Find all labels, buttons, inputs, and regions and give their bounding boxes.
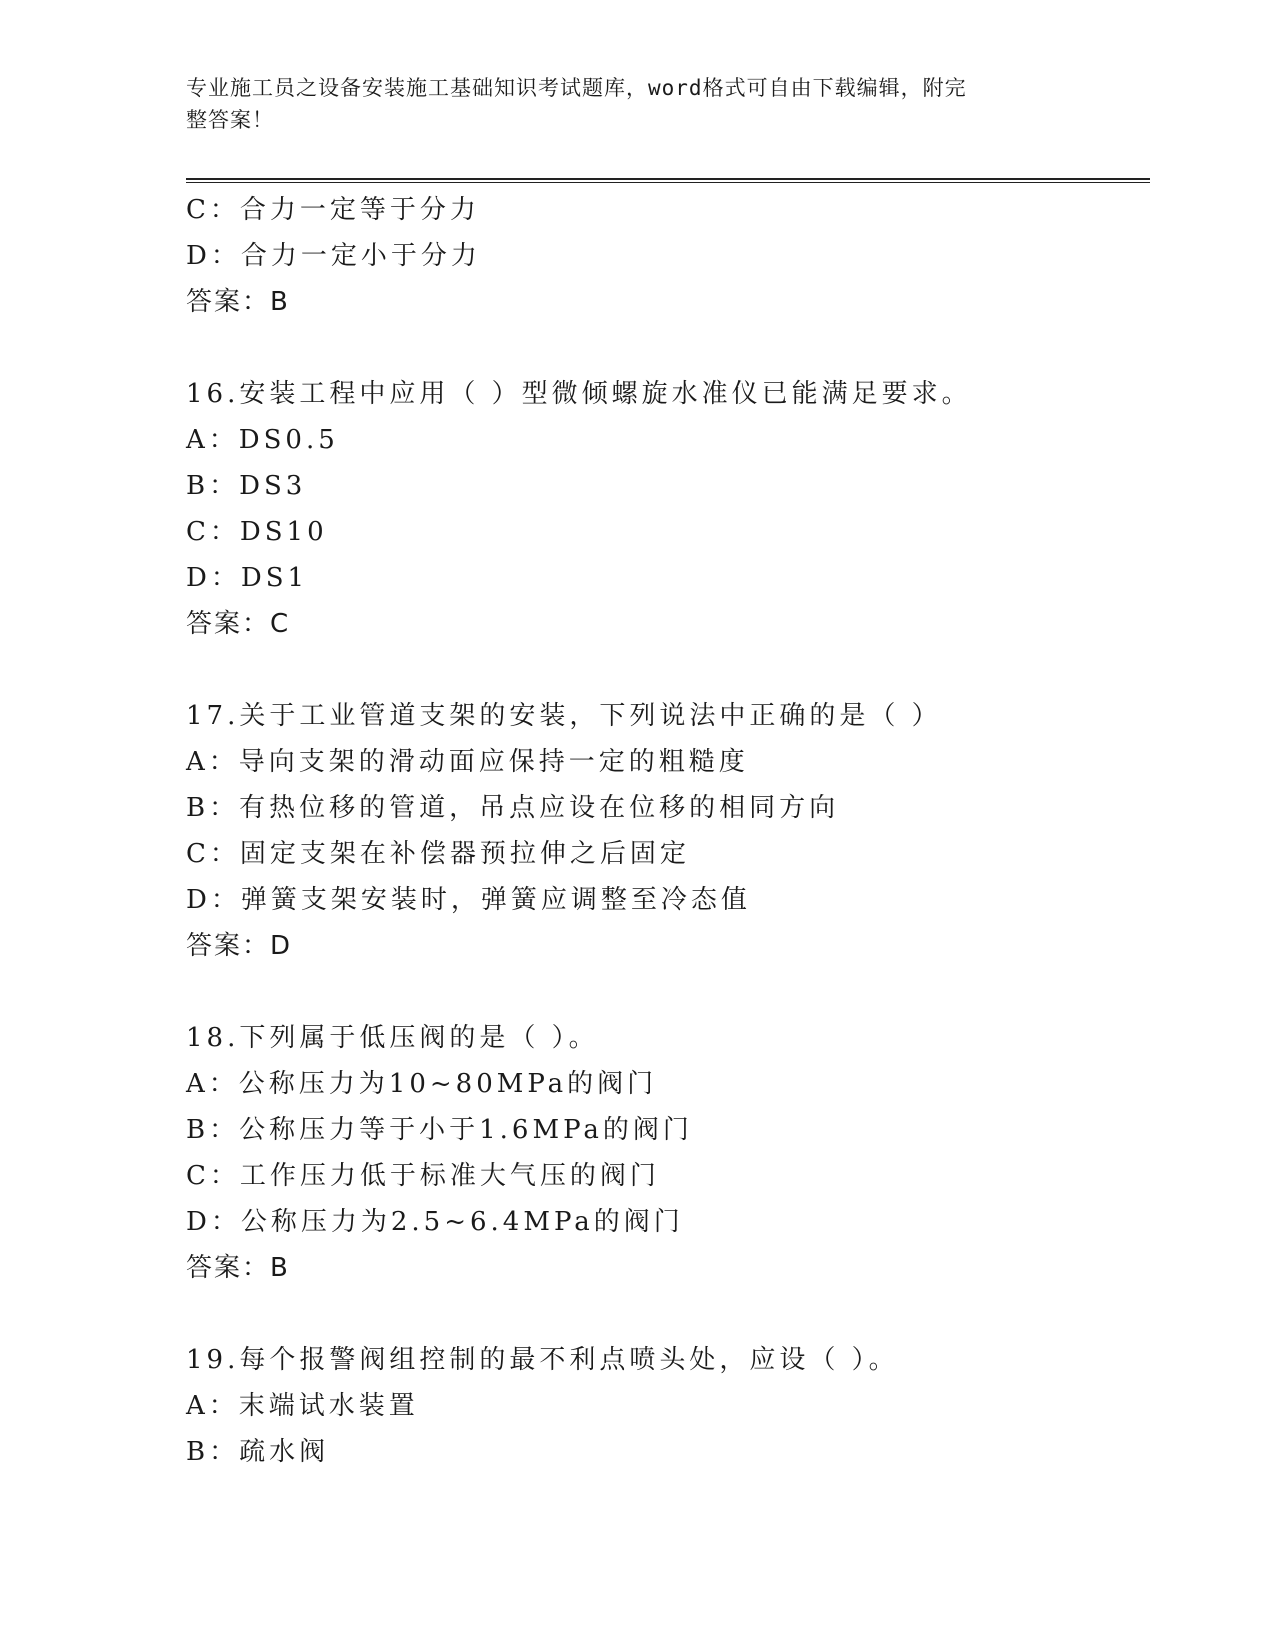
- option-a: A：DS0.5: [186, 425, 339, 455]
- option-c: C：工作压力低于标准大气压的阀门: [186, 1161, 660, 1191]
- option-a: A：末端试水装置: [186, 1391, 419, 1421]
- spacer: [186, 1291, 1150, 1337]
- header-line-2: 整答案！: [186, 108, 274, 132]
- question-text: 16.安装工程中应用（ ）型微倾螺旋水准仪已能满足要求。: [186, 379, 972, 409]
- spacer: [186, 969, 1150, 1015]
- answer-label: 答案：B: [186, 1253, 290, 1283]
- question-list: [186, 187, 1150, 1475]
- answer-label: 答案：C: [186, 609, 291, 639]
- option-a: A：公称压力为10~80MPa的阀门: [186, 1069, 658, 1099]
- spacer: [186, 325, 1150, 371]
- document-header: [186, 72, 1066, 136]
- option-b: B：DS3: [186, 471, 307, 501]
- question-block-15: [186, 187, 1150, 325]
- option-c: C：固定支架在补偿器预拉伸之后固定: [186, 839, 690, 869]
- option-d: D：公称压力为2.5~6.4MPa的阀门: [186, 1207, 684, 1237]
- question-block-16: [186, 371, 1150, 647]
- option-c: C：合力一定等于分力: [186, 195, 480, 225]
- option-b: B：有热位移的管道，吊点应设在位移的相同方向: [186, 793, 840, 823]
- option-c: C：DS10: [186, 517, 328, 547]
- option-d: D：弹簧支架安装时，弹簧应调整至冷态值: [186, 885, 751, 915]
- option-b: B：疏水阀: [186, 1437, 330, 1467]
- answer-label: 答案：B: [186, 287, 290, 317]
- question-text: 19.每个报警阀组控制的最不利点喷头处，应设（ ）。: [186, 1345, 899, 1375]
- question-block-19: [186, 1337, 1150, 1475]
- answer-label: 答案：D: [186, 931, 293, 961]
- spacer: [186, 647, 1150, 693]
- question-block-17: [186, 693, 1150, 969]
- option-d: D：合力一定小于分力: [186, 241, 481, 271]
- option-d: D：DS1: [186, 563, 309, 593]
- question-text: 18.下列属于低压阀的是（ ）。: [186, 1023, 599, 1053]
- header-rule-thick: [186, 178, 1150, 180]
- header-rule-thin: [186, 182, 1150, 183]
- header-line-1: 专业施工员之设备安装施工基础知识考试题库，word格式可自由下载编辑，附完: [186, 76, 967, 100]
- question-block-18: [186, 1015, 1150, 1291]
- option-b: B：公称压力等于小于1.6MPa的阀门: [186, 1115, 693, 1145]
- question-text: 17.关于工业管道支架的安装，下列说法中正确的是（ ）: [186, 701, 942, 731]
- option-a: A：导向支架的滑动面应保持一定的粗糙度: [186, 747, 749, 777]
